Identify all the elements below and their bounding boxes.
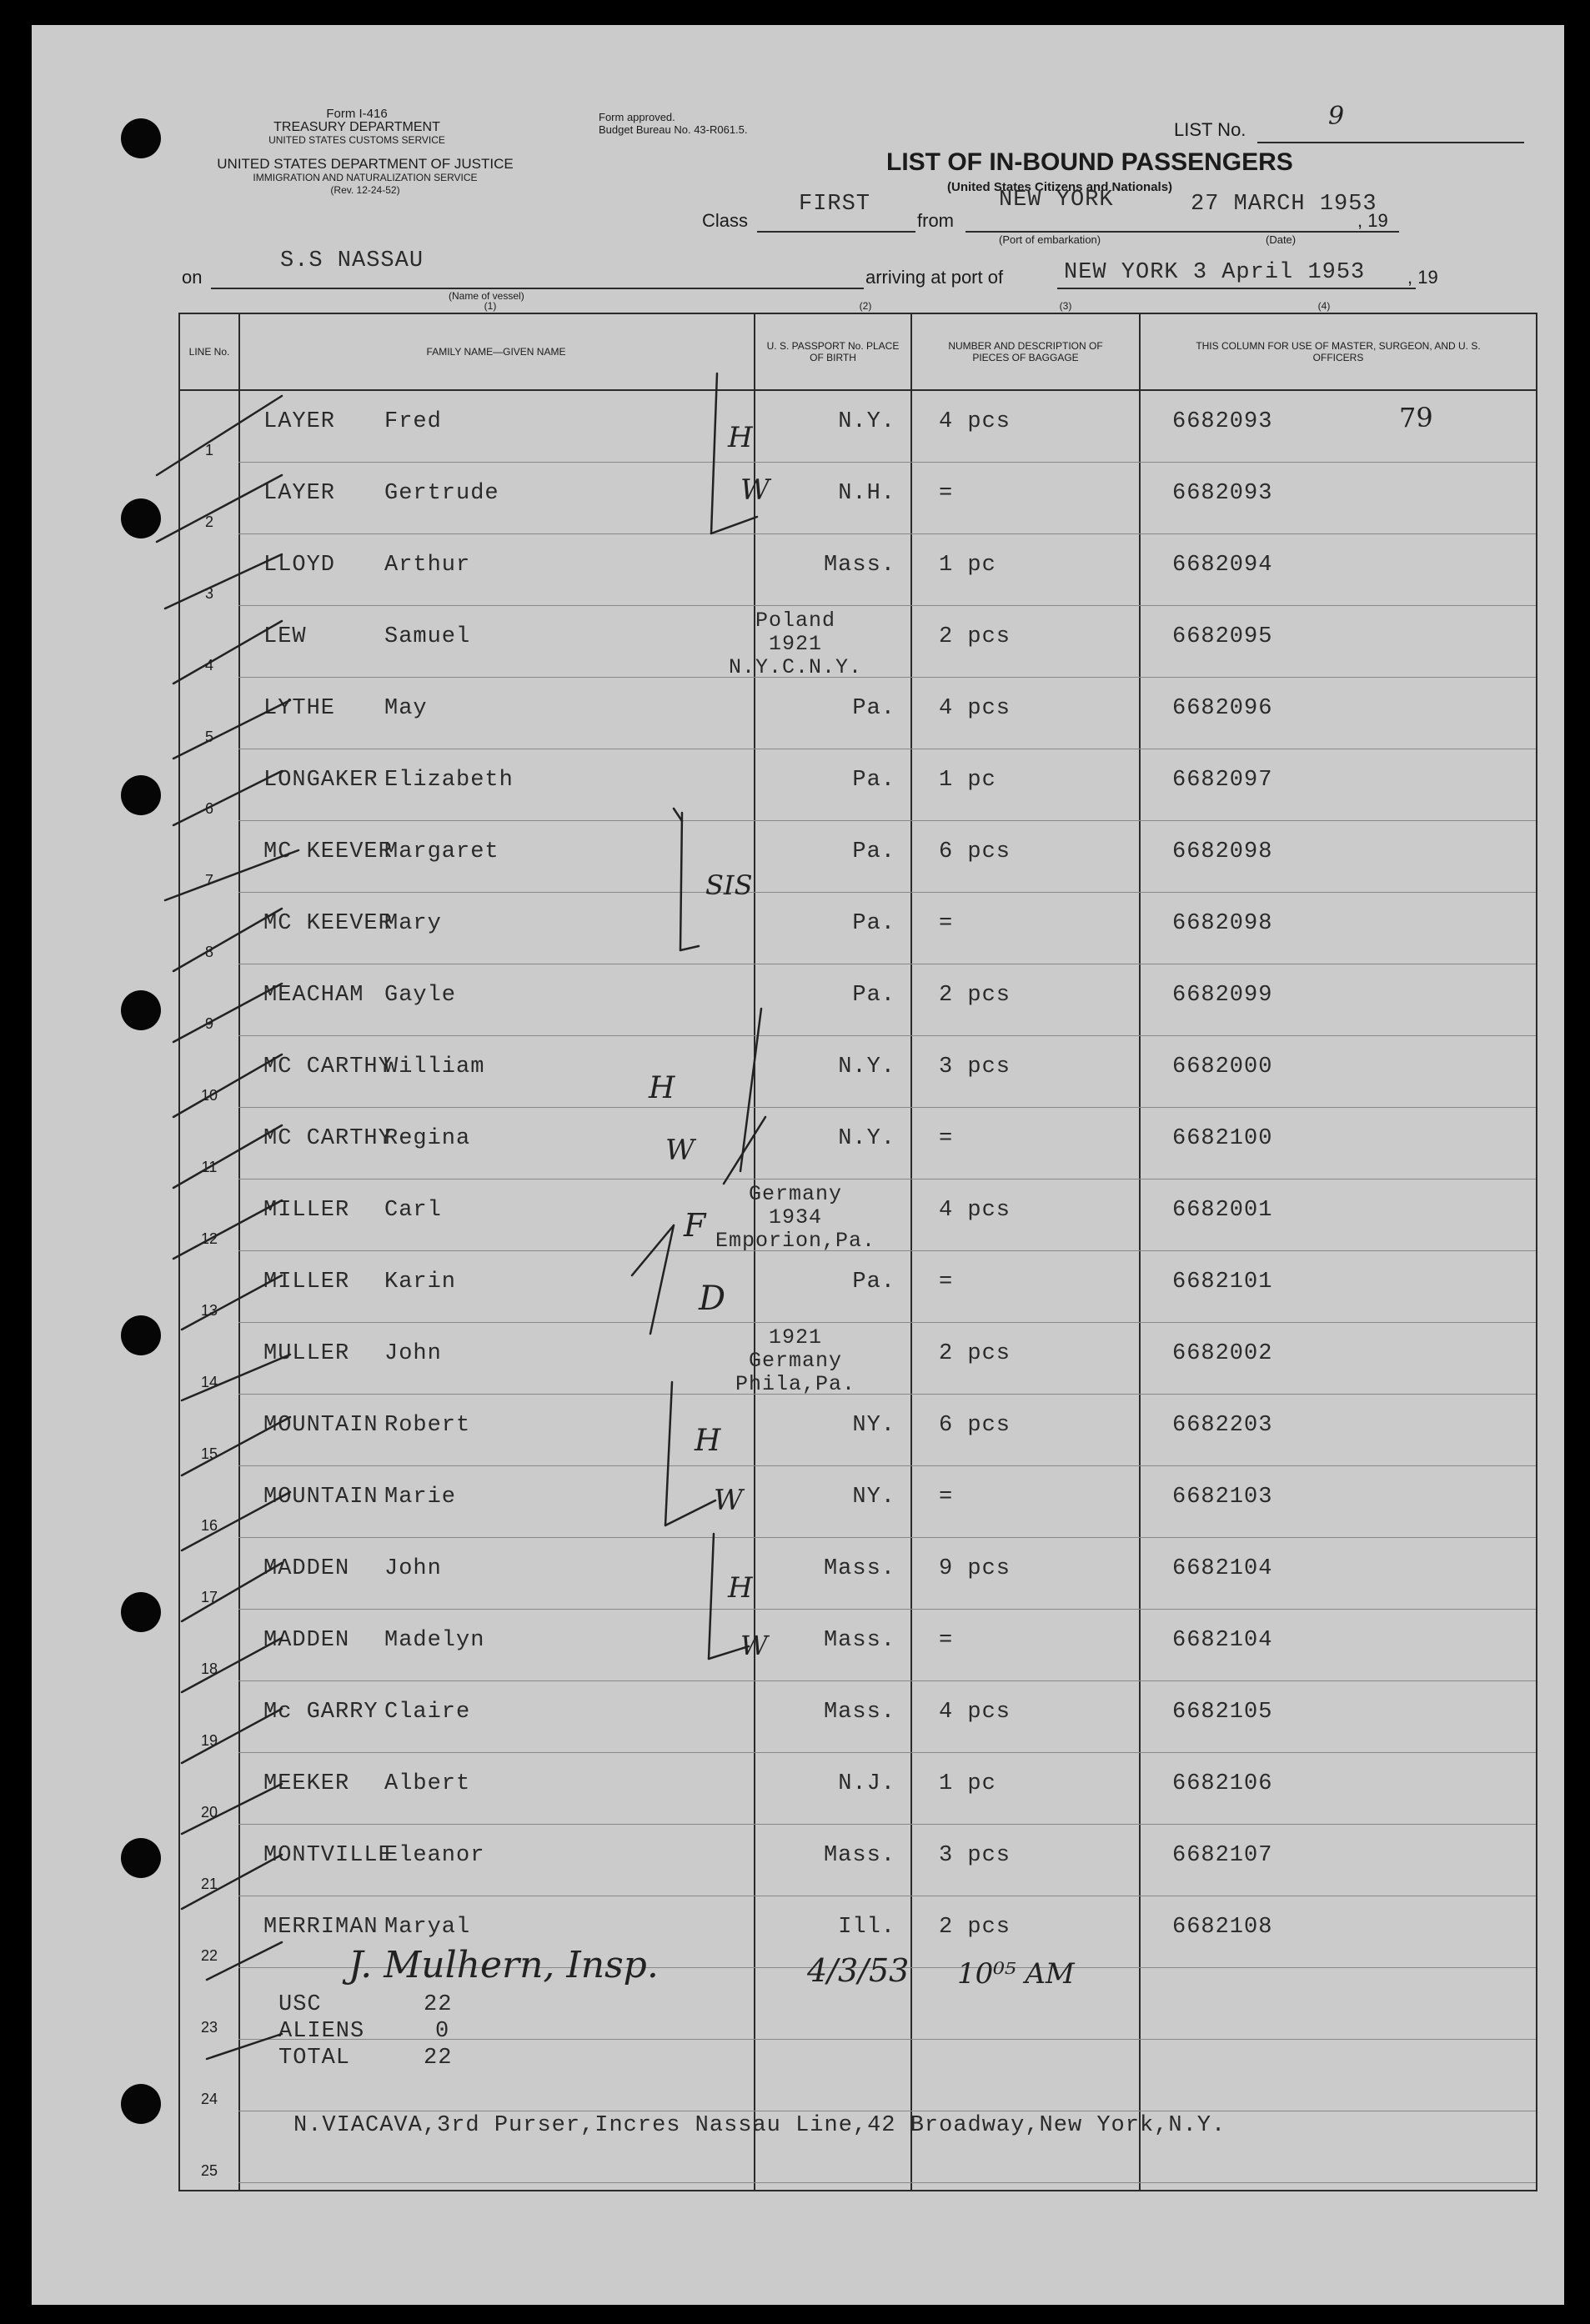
on-label: on bbox=[182, 267, 203, 288]
table-row bbox=[180, 1395, 1536, 1466]
given-name: Gertrude bbox=[384, 481, 499, 506]
line-number: 16 bbox=[200, 1517, 218, 1534]
family-name: LONGAKER bbox=[263, 768, 379, 793]
passport-number: 6682093 bbox=[1172, 481, 1273, 506]
place-of-birth: Mass. bbox=[823, 553, 895, 578]
family-name: MEACHAM bbox=[263, 983, 364, 1008]
given-name: Gayle bbox=[384, 983, 457, 1008]
hw-mccarthy-w: W bbox=[665, 1134, 695, 1167]
line-number: 11 bbox=[201, 1159, 218, 1175]
list-no-value: 9 bbox=[1328, 102, 1345, 131]
place-of-birth: N.Y. bbox=[838, 409, 895, 434]
inspection-date: 4/3/53 bbox=[807, 1952, 910, 1989]
date-value: 27 MARCH 1953 bbox=[1191, 192, 1377, 217]
table-row bbox=[180, 1323, 1536, 1395]
given-name: Fred bbox=[384, 409, 442, 434]
family-name: MONTVILLE bbox=[263, 1843, 393, 1868]
place-of-birth: N.H. bbox=[838, 481, 895, 506]
line-number: 23 bbox=[200, 2019, 218, 2036]
arriving-rule bbox=[1057, 288, 1416, 289]
passport-number: 6682097 bbox=[1172, 768, 1273, 793]
given-name: Margaret bbox=[384, 839, 499, 864]
class-value: FIRST bbox=[799, 192, 871, 217]
punch-hole bbox=[121, 1315, 161, 1355]
table-row bbox=[180, 1538, 1536, 1610]
passport-number: 6682000 bbox=[1172, 1054, 1273, 1079]
line-number: 9 bbox=[204, 1015, 213, 1032]
baggage: 6 pcs bbox=[939, 1413, 1011, 1438]
hw-layer-h: H bbox=[728, 421, 753, 454]
passport-number: 6682098 bbox=[1172, 911, 1273, 936]
place-of-birth: Mass. bbox=[823, 1628, 895, 1653]
table-row bbox=[180, 1108, 1536, 1180]
line-number: 15 bbox=[200, 1445, 218, 1462]
table-row bbox=[180, 463, 1536, 534]
total-label: TOTAL bbox=[278, 2046, 351, 2071]
hw-layer-w: W bbox=[740, 473, 770, 507]
line-number: 2 bbox=[204, 513, 213, 530]
passport-number: 6682203 bbox=[1172, 1413, 1273, 1438]
table-row bbox=[180, 1466, 1536, 1538]
given-name: May bbox=[384, 696, 428, 721]
baggage: 2 pcs bbox=[939, 624, 1011, 649]
passenger-table bbox=[178, 313, 1537, 2191]
header-line-no: LINE No. bbox=[188, 346, 230, 358]
header-name: FAMILY NAME—GIVEN NAME bbox=[426, 346, 566, 358]
immigration-service: IMMIGRATION AND NATURALIZATION SERVICE bbox=[253, 172, 478, 183]
place-of-birth: Mass. bbox=[823, 1700, 895, 1725]
baggage: = bbox=[939, 1628, 954, 1653]
purser-line: N.VIACAVA,3rd Purser,Incres Nassau Line,42 Broadway,New York,N.Y. bbox=[293, 2113, 1226, 2138]
family-name: MC CARTHY bbox=[263, 1126, 393, 1151]
line-number: 20 bbox=[200, 1804, 218, 1821]
place-of-birth: Pa. bbox=[852, 983, 895, 1008]
vessel-name: S.S NASSAU bbox=[280, 248, 424, 273]
passport-number: 6682105 bbox=[1172, 1700, 1273, 1725]
given-name: Arthur bbox=[384, 553, 471, 578]
line-number: 5 bbox=[204, 729, 213, 745]
place-of-birth: Mass. bbox=[823, 1556, 895, 1581]
family-name: Mc GARRY bbox=[263, 1700, 379, 1725]
table-row bbox=[180, 821, 1536, 893]
baggage: = bbox=[939, 481, 954, 506]
justice-dept: UNITED STATES DEPARTMENT OF JUSTICE bbox=[217, 156, 514, 172]
punch-hole bbox=[121, 1838, 161, 1878]
baggage: 3 pcs bbox=[939, 1843, 1011, 1868]
line-number: 10 bbox=[200, 1087, 218, 1104]
baggage: 2 pcs bbox=[939, 983, 1011, 1008]
hw-miller-f: F bbox=[684, 1207, 706, 1244]
budget-bureau: Budget Bureau No. 43-R061.5. bbox=[599, 123, 748, 136]
from-value: NEW YORK bbox=[999, 188, 1114, 213]
col-num-3: (3) bbox=[1059, 300, 1072, 312]
header-passport-place: U. S. PASSPORT No. PLACE OF BIRTH bbox=[766, 340, 900, 363]
table-row bbox=[180, 606, 1536, 678]
table-row bbox=[180, 534, 1536, 606]
family-name: MADDEN bbox=[263, 1556, 350, 1581]
passport-number: 6682107 bbox=[1172, 1843, 1273, 1868]
vessel-label: (Name of vessel) bbox=[449, 290, 524, 302]
aliens-value: 0 bbox=[435, 2019, 450, 2044]
given-name: Madelyn bbox=[384, 1628, 485, 1653]
baggage: 6 pcs bbox=[939, 839, 1011, 864]
line-number: 21 bbox=[200, 1876, 218, 1892]
arriving-year-suffix: , 19 bbox=[1407, 267, 1438, 288]
family-name: LAYER bbox=[263, 481, 336, 506]
passport-number: 6682001 bbox=[1172, 1198, 1273, 1223]
list-no-rule bbox=[1257, 142, 1524, 143]
line-number: 12 bbox=[200, 1230, 218, 1247]
passport-number: 6682104 bbox=[1172, 1556, 1273, 1581]
document-page bbox=[32, 25, 1564, 2305]
form-title: LIST OF IN-BOUND PASSENGERS bbox=[886, 148, 1293, 176]
table-row bbox=[180, 1036, 1536, 1108]
baggage: 4 pcs bbox=[939, 696, 1011, 721]
date-label: (Date) bbox=[1266, 233, 1297, 246]
line-number: 24 bbox=[200, 2091, 218, 2107]
passport-number: 6682100 bbox=[1172, 1126, 1273, 1151]
line-number: 3 bbox=[204, 585, 213, 602]
place-of-birth: Poland 1921 N.Y.C.N.Y. bbox=[728, 609, 863, 679]
vessel-rule bbox=[211, 288, 864, 289]
place-of-birth: 1921 Germany Phila,Pa. bbox=[735, 1325, 856, 1396]
passport-number: 6682002 bbox=[1172, 1341, 1273, 1366]
given-name: Marie bbox=[384, 1485, 457, 1510]
family-name: MEEKER bbox=[263, 1771, 350, 1796]
baggage: 4 pcs bbox=[939, 1198, 1011, 1223]
baggage: 3 pcs bbox=[939, 1054, 1011, 1079]
table-row bbox=[180, 2040, 1536, 2111]
line-number: 18 bbox=[200, 1660, 218, 1677]
hw-miller-d: D bbox=[699, 1280, 726, 1318]
baggage: 1 pc bbox=[939, 768, 996, 793]
given-name: William bbox=[384, 1054, 485, 1079]
baggage: = bbox=[939, 1126, 954, 1151]
usc-label: USC bbox=[278, 1992, 322, 2017]
col-num-1: (1) bbox=[484, 300, 497, 312]
header-baggage: NUMBER AND DESCRIPTION OF PIECES OF BAGGAGE bbox=[948, 340, 1103, 363]
inspection-time: 10⁰⁵ AM bbox=[957, 1957, 1075, 1991]
line-number: 6 bbox=[204, 800, 213, 817]
given-name: Maryal bbox=[384, 1915, 471, 1940]
given-name: Regina bbox=[384, 1126, 471, 1151]
hw-mckeever-sis: SIS bbox=[705, 869, 753, 901]
punch-hole bbox=[121, 775, 161, 815]
from-rule bbox=[966, 231, 1399, 233]
family-name: MULLER bbox=[263, 1341, 350, 1366]
given-name: Mary bbox=[384, 911, 442, 936]
table-row bbox=[180, 1610, 1536, 1681]
table-row bbox=[180, 1753, 1536, 1825]
place-of-birth: Mass. bbox=[823, 1843, 895, 1868]
given-name: Eleanor bbox=[384, 1843, 485, 1868]
family-name: LAYER bbox=[263, 409, 336, 434]
passport-number: 6682094 bbox=[1172, 553, 1273, 578]
baggage: = bbox=[939, 1485, 954, 1510]
place-of-birth: Germany 1934 Emporion,Pa. bbox=[715, 1182, 876, 1253]
hw-mountain-h: H bbox=[695, 1424, 721, 1458]
family-name: MERRIMAN bbox=[263, 1915, 379, 1940]
aliens-label: ALIENS bbox=[278, 2019, 365, 2044]
revision-date: (Rev. 12-24-52) bbox=[330, 184, 400, 196]
punch-hole bbox=[121, 2084, 161, 2124]
passport-number: 6682108 bbox=[1172, 1915, 1273, 1940]
place-of-birth: Pa. bbox=[852, 768, 895, 793]
list-no-label: LIST No. bbox=[1174, 119, 1246, 140]
arriving-label: arriving at port of bbox=[865, 267, 1004, 288]
family-name: MADDEN bbox=[263, 1628, 350, 1653]
total-value: 22 bbox=[424, 2046, 453, 2071]
table-row bbox=[180, 1825, 1536, 1896]
passport-number: 6682101 bbox=[1172, 1270, 1273, 1295]
family-name: MC KEEVER bbox=[263, 839, 393, 864]
line-number: 7 bbox=[204, 872, 213, 889]
passport-number: 6682099 bbox=[1172, 983, 1273, 1008]
place-of-birth: Pa. bbox=[852, 911, 895, 936]
class-rule bbox=[757, 231, 915, 233]
treasury-dept: TREASURY DEPARTMENT bbox=[273, 120, 440, 134]
line-number: 13 bbox=[200, 1302, 218, 1319]
table-row bbox=[180, 749, 1536, 821]
baggage: 2 pcs bbox=[939, 1915, 1011, 1940]
row-divider bbox=[238, 2182, 1536, 2183]
line-number: 19 bbox=[200, 1732, 218, 1749]
usc-value: 22 bbox=[424, 1992, 453, 2017]
table-row bbox=[180, 1251, 1536, 1323]
given-name: Carl bbox=[384, 1198, 442, 1223]
baggage: 1 pc bbox=[939, 553, 996, 578]
given-name: Karin bbox=[384, 1270, 457, 1295]
hw-mountain-w: W bbox=[714, 1484, 743, 1517]
date-year-suffix: , 19 bbox=[1357, 210, 1388, 231]
line-number: 17 bbox=[200, 1589, 218, 1605]
baggage: 2 pcs bbox=[939, 1341, 1011, 1366]
given-name: Albert bbox=[384, 1771, 471, 1796]
col-num-2: (2) bbox=[859, 300, 872, 312]
place-of-birth: N.Y. bbox=[838, 1126, 895, 1151]
passport-number: 6682103 bbox=[1172, 1485, 1273, 1510]
family-name: LLOYD bbox=[263, 553, 336, 578]
line-number: 25 bbox=[200, 2162, 218, 2179]
punch-hole bbox=[121, 990, 161, 1030]
col-num-4: (4) bbox=[1317, 300, 1331, 312]
table-row bbox=[180, 964, 1536, 1036]
passport-number: 6682098 bbox=[1172, 839, 1273, 864]
given-name: Elizabeth bbox=[384, 768, 514, 793]
place-of-birth: NY. bbox=[852, 1413, 895, 1438]
passport-number: 6682095 bbox=[1172, 624, 1273, 649]
port-embark-label: (Port of embarkation) bbox=[999, 233, 1101, 246]
place-of-birth: N.Y. bbox=[838, 1054, 895, 1079]
header-officers: THIS COLUMN FOR USE OF MASTER, SURGEON, AND U. S. OFFICERS bbox=[1196, 340, 1481, 363]
form-approved: Form approved. bbox=[599, 111, 675, 123]
family-name: MOUNTAIN bbox=[263, 1413, 379, 1438]
line-number: 8 bbox=[204, 944, 213, 960]
customs-service: UNITED STATES CUSTOMS SERVICE bbox=[268, 134, 445, 146]
hw-mccarthy-h: H bbox=[649, 1071, 675, 1105]
given-name: Samuel bbox=[384, 624, 471, 649]
from-label: from bbox=[917, 210, 954, 231]
line-number: 1 bbox=[204, 442, 213, 458]
baggage: 9 pcs bbox=[939, 1556, 1011, 1581]
given-name: John bbox=[384, 1341, 442, 1366]
baggage: 1 pc bbox=[939, 1771, 996, 1796]
passport-number: 6682096 bbox=[1172, 696, 1273, 721]
given-name: John bbox=[384, 1556, 442, 1581]
passport-number: 6682093 bbox=[1172, 409, 1273, 434]
passport-number: 6682106 bbox=[1172, 1771, 1273, 1796]
form-number: Form I-416 bbox=[326, 107, 388, 121]
place-of-birth: Pa. bbox=[852, 1270, 895, 1295]
family-name: MILLER bbox=[263, 1198, 350, 1223]
punch-hole bbox=[121, 118, 161, 158]
punch-hole bbox=[121, 1592, 161, 1632]
given-name: Claire bbox=[384, 1700, 471, 1725]
arriving-value: NEW YORK 3 April 1953 bbox=[1064, 260, 1366, 285]
line-number: 4 bbox=[204, 657, 213, 674]
family-name: LYTHE bbox=[263, 696, 336, 721]
margin-total: 79 bbox=[1399, 402, 1433, 433]
punch-hole bbox=[121, 498, 161, 538]
baggage: 4 pcs bbox=[939, 1700, 1011, 1725]
place-of-birth: Ill. bbox=[838, 1915, 895, 1940]
baggage: 4 pcs bbox=[939, 409, 1011, 434]
hw-madden-h: H bbox=[728, 1571, 753, 1605]
given-name: Robert bbox=[384, 1413, 471, 1438]
form-subtitle: (United States Citizens and Nationals) bbox=[947, 180, 1173, 194]
table-row bbox=[180, 1681, 1536, 1753]
baggage: = bbox=[939, 1270, 954, 1295]
table-row bbox=[180, 893, 1536, 964]
table-row bbox=[180, 1180, 1536, 1251]
hw-madden-w: W bbox=[740, 1630, 768, 1661]
place-of-birth: Pa. bbox=[852, 696, 895, 721]
family-name: LEW bbox=[263, 624, 307, 649]
baggage: = bbox=[939, 911, 954, 936]
family-name: MC CARTHY bbox=[263, 1054, 393, 1079]
family-name: MILLER bbox=[263, 1270, 350, 1295]
line-number: 22 bbox=[200, 1947, 218, 1964]
place-of-birth: N.J. bbox=[838, 1771, 895, 1796]
passport-number: 6682104 bbox=[1172, 1628, 1273, 1653]
place-of-birth: Pa. bbox=[852, 839, 895, 864]
line-number: 14 bbox=[200, 1374, 218, 1390]
table-row bbox=[180, 678, 1536, 749]
family-name: MC KEEVER bbox=[263, 911, 393, 936]
inspector-signature: J. Mulhern, Insp. bbox=[349, 1944, 659, 1986]
place-of-birth: NY. bbox=[852, 1485, 895, 1510]
table-row bbox=[180, 391, 1536, 463]
class-label: Class bbox=[702, 210, 749, 231]
family-name: MOUNTAIN bbox=[263, 1485, 379, 1510]
